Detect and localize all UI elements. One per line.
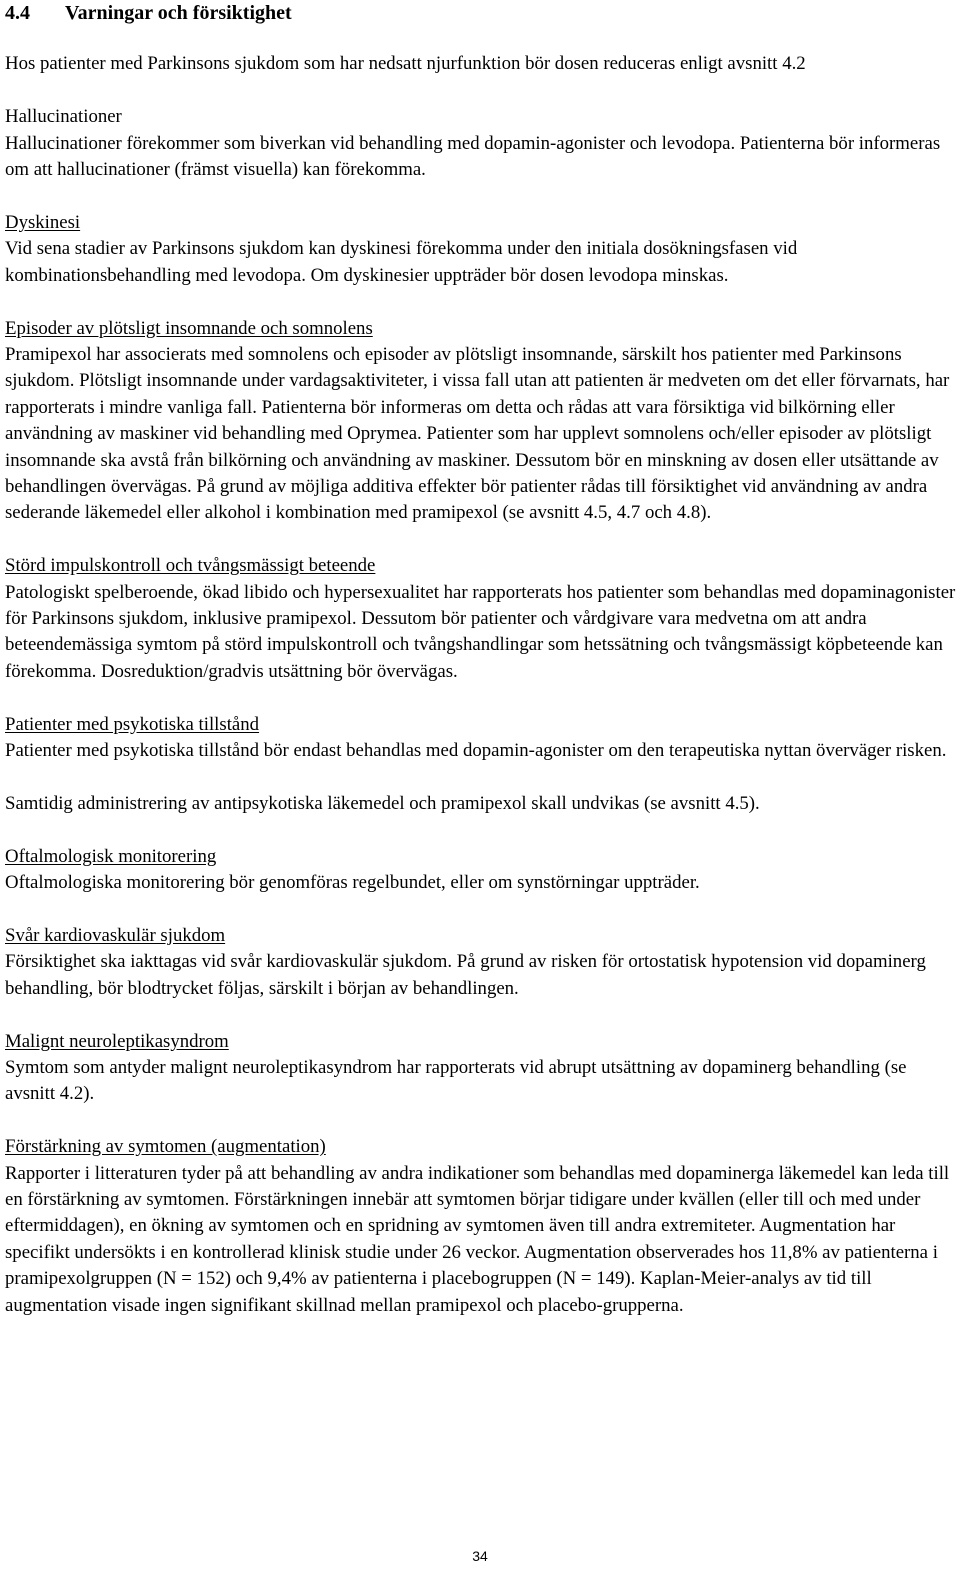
block-heading: Dyskinesi [5,212,81,234]
block-paragraph: Pramipexol har associerats med somnolens och episoder av plötsligt insomnande, särskilt hos patienter med Parkinsons sjukdom. Plötsligt insomnande under vardagsaktiviteter, i vissa fall utan att patienten är medveten om det eller förvarnats, har rapporterats i mindre vanliga fall. Patienterna bör informeras om detta och rådas att vara försiktiga vid bilkörning eller användning av maskiner vid behandling med Oprymea. Patienter som har upplevt somnolens och/eller episoder av plötsligt insomnande ska avstå från bilkörning och användning av maskiner. Dessutom bör en minskning av dosen eller utsättande av behandlingen övervägas. På grund av möjliga additiva effekter bör patienter rådas till försiktighet vid användning av andra sederande läkemedel eller alkohol i kombination med pramipexol (se avsnitt 4.5, 4.7 och 4.8). [5,344,950,524]
block-psykotiska [5,712,957,818]
block-heading: Episoder av plötsligt insomnande och somnolens [5,317,373,339]
page-number: 34 [472,1548,488,1564]
block-paragraph: Patologiskt spelberoende, ökad libido och hypersexualitet har rapporterats hos patienter som behandlas med dopaminagonister för Parkinsons sjukdom, inklusive pramipexol. Dessutom bör patienter och vårdgivare vara medvetna om att andra beteendemässiga symtom på störd impulskontroll och tvångshandlingar som hetssätning och tvångsmässigt köpbeteende kan förekomma. Dosreduktion/gradvis utsättning bör övervägas. [5,581,956,682]
block-paragraph: Försiktighet ska iakttagas vid svår kardiovaskulär sjukdom. På grund av risken för ortostatisk hypotension vid dopaminerg behandling, bör blodtrycket följas, särskilt i början av behandlingen. [5,951,926,999]
block-paragraph: Rapporter i litteraturen tyder på att behandling av andra indikationer som behandlas med dopaminerga läkemedel kan leda till en förstärkning av symtomen. Förstärkningen innebär att symtomen börjar tidigare under kvällen (eller till och med under eftermiddagen), en ökning av symtomen och en spridning av symtomen även till andra extremiteter. Augmentation har specifikt undersökts i en kontrollerad klinisk studie under 26 veckor. Augmentation observerades hos 11,8% av patienterna i pramipexolgruppen (N = 152) och 9,4% av patienterna i placebogruppen (N = 149). Kaplan-Meier-analys av tid till augmentation visade ingen signifikant skillnad mellan pramipexol och placebo-grupperna. [5,1162,950,1316]
block-heading: Hallucinationer [5,106,122,128]
section-number: 4.4 [5,2,30,24]
block-heading: Störd impulskontroll och tvångsmässigt beteende [5,555,376,577]
block-somnolens [5,316,957,527]
document-page [5,0,957,1319]
block-hallucinationer [5,104,957,183]
intro-paragraph: Hos patienter med Parkinsons sjukdom som har nedsatt njurfunktion bör dosen reduceras enligt avsnitt 4.2 [5,53,806,74]
block-augmentation [5,1134,957,1319]
block-neuroleptikasyndrom [5,1029,957,1108]
block-heading: Förstärkning av symtomen (augmentation) [5,1136,326,1158]
block-dyskinesi [5,210,957,289]
block-paragraph: Hallucinationer förekommer som biverkan vid behandling med dopamin-agonister och levodopa. Patienterna bör informeras om att hallucinationer (främst visuella) kan förekomma. [5,132,941,181]
block-paragraph: Oftalmologiska monitorering bör genomföras regelbundet, eller om synstörningar uppträder. [5,872,700,894]
block-paragraph: Samtidig administrering av antipsykotiska läkemedel och pramipexol skall undvikas (se avsnitt 4.5). [5,792,760,814]
block-oftalmologisk [5,844,957,897]
block-heading: Patienter med psykotiska tillstånd [5,713,260,735]
block-heading: Oftalmologisk monitorering [5,845,217,867]
block-heading: Svår kardiovaskulär sjukdom [5,924,226,946]
block-heading: Malignt neuroleptikasyndrom [5,1030,229,1052]
block-kardiovaskular [5,923,957,1002]
section-heading [5,0,957,26]
block-paragraph: Patienter med psykotiska tillstånd bör endast behandlas med dopamin-agonister om den terapeutiska nyttan överväger risken. [5,740,947,762]
block-impulskontroll [5,553,957,685]
block-paragraph: Symtom som antyder malignt neuroleptikasyndrom har rapporterats vid abrupt utsättning av dopaminerg behandling (se avsnitt 4.2). [5,1056,907,1105]
block-paragraph: Vid sena stadier av Parkinsons sjukdom kan dyskinesi förekomma under den initiala dosökningsfasen vid kombinationsbehandling med levodopa. Om dyskinesier uppträder bör dosen levodopa minskas. [5,238,798,286]
section-title: Varningar och försiktighet [65,2,292,24]
